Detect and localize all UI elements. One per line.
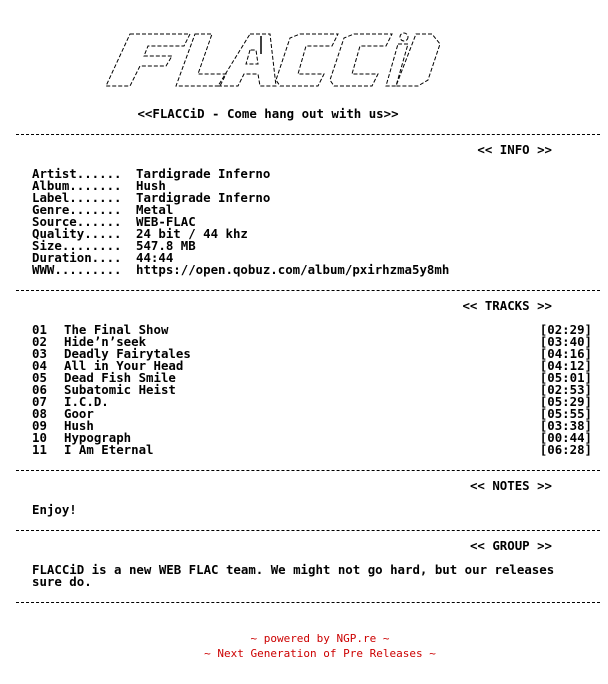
info-value: 24 bit / 44 khz [136,226,248,241]
track-number: 01 [32,322,47,337]
track-title: Hide’n’seek [64,334,147,349]
track-number: 06 [32,382,47,397]
track-number: 02 [32,334,47,349]
track-number: 04 [32,358,47,373]
track-row [32,384,592,396]
info-value: 547.8 MB [136,238,196,253]
divider [16,470,600,471]
group-text-line-2: sure do. [32,574,92,589]
track-duration: [03:38] [539,418,592,433]
track-list [32,324,592,456]
track-title: Goor [64,406,94,421]
info-key: Label....... [32,190,122,205]
track-duration: [06:28] [539,442,592,457]
track-number: 08 [32,406,47,421]
track-row [32,396,592,408]
group-section-title: << GROUP >> [469,538,552,553]
track-number: 10 [32,430,47,445]
track-number: 05 [32,370,47,385]
info-key: Source...... [32,214,122,229]
footer-powered-by: ~ powered by NGP.re ~ [250,632,390,645]
info-key: Size........ [32,238,122,253]
track-duration: [00:44] [539,430,592,445]
track-title: I Am Eternal [64,442,154,457]
divider [16,530,600,531]
info-value: 44:44 [136,250,174,265]
track-duration: [04:16] [539,346,592,361]
info-value: https://open.qobuz.com/album/pxirhzma5y8mh [136,262,450,277]
track-row [32,444,592,456]
track-title: Hush [64,418,94,433]
info-list [32,168,449,276]
info-key: Genre....... [32,202,122,217]
info-value: Hush [136,178,166,193]
divider [16,602,600,603]
divider [16,290,600,291]
track-title: Hypograph [64,430,132,445]
track-number: 03 [32,346,47,361]
info-key: Album....... [32,178,122,193]
flaccid-logo [100,30,440,94]
track-duration: [05:29] [539,394,592,409]
track-title: Subatomic Heist [64,382,176,397]
info-key: WWW......... [32,262,122,277]
info-row [32,264,449,276]
group-text-line-1: FLACCiD is a new WEB FLAC team. We might not go hard, but our releases [32,562,555,577]
notes-section-title: << NOTES >> [469,478,552,493]
track-duration: [03:40] [539,334,592,349]
track-title: Deadly Fairytales [64,346,191,361]
info-key: Duration.... [32,250,122,265]
track-duration: [04:12] [539,358,592,373]
track-title: The Final Show [64,322,169,337]
notes-text: Enjoy! [32,502,77,517]
track-number: 07 [32,394,47,409]
track-duration: [05:01] [539,370,592,385]
track-title: I.C.D. [64,394,109,409]
track-duration: [02:29] [539,322,592,337]
tagline: <<FLACCiD - Come hang out with us>> [137,106,399,121]
info-key: Artist...... [32,166,122,181]
track-number: 11 [32,442,47,457]
track-row [32,408,592,420]
footer-tagline: ~ Next Generation of Pre Releases ~ [204,647,436,660]
track-duration: [02:53] [539,382,592,397]
tracks-section-title: << TRACKS >> [462,298,552,313]
info-value: Tardigrade Inferno [136,166,271,181]
track-title: All in Your Head [64,358,184,373]
info-value: Tardigrade Inferno [136,190,271,205]
info-value: Metal [136,202,174,217]
track-title: Dead Fish Smile [64,370,176,385]
info-value: WEB-FLAC [136,214,196,229]
divider [16,134,600,135]
info-key: Quality..... [32,226,122,241]
info-section-title: << INFO >> [477,142,552,157]
track-duration: [05:55] [539,406,592,421]
track-number: 09 [32,418,47,433]
